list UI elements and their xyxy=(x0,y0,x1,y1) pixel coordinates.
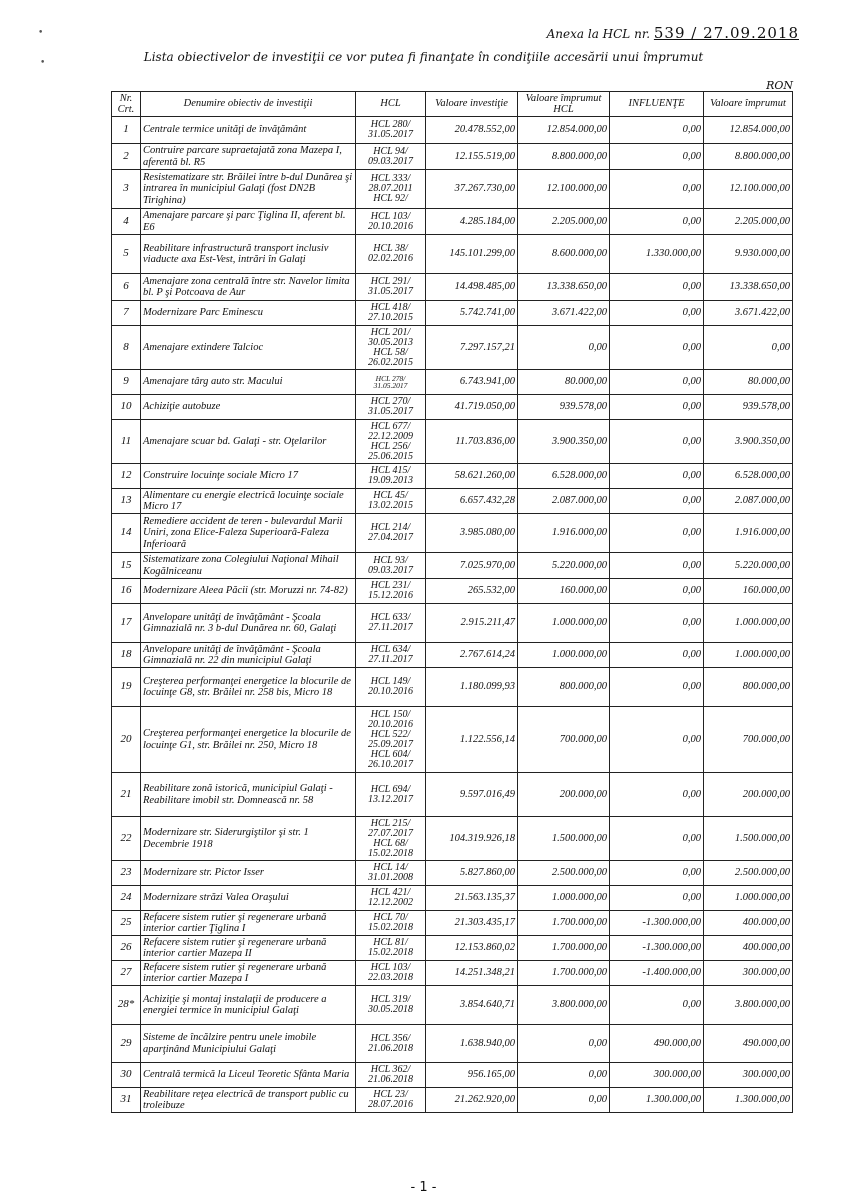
table-row xyxy=(112,464,793,489)
table-row xyxy=(112,209,793,235)
row-loan-value: 3.671.422,00 xyxy=(704,301,793,326)
row-investment-value: 265.532,00 xyxy=(426,579,518,604)
row-loan-value: 800.000,00 xyxy=(704,668,793,707)
row-hcl: HCL 415/ 19.09.2013 xyxy=(356,464,426,489)
annex-prefix: Anexa la HCL nr. xyxy=(546,27,651,41)
row-hcl: HCL 231/ 15.12.2016 xyxy=(356,579,426,604)
row-objective-name: Reabilitare zonă istorică, municipiul Galaţi - Reabilitare imobil str. Domnească nr. 58 xyxy=(141,773,356,817)
row-number: 30 xyxy=(112,1063,141,1088)
row-loan-value: 1.300.000,00 xyxy=(704,1088,793,1113)
row-loan-value: 2.500.000,00 xyxy=(704,861,793,886)
col-header-nr: Nr. Crt. xyxy=(112,92,141,117)
row-number: 15 xyxy=(112,553,141,579)
row-loan-hcl-value: 5.220.000,00 xyxy=(518,553,610,579)
row-loan-value: 160.000,00 xyxy=(704,579,793,604)
row-influence-value: 0,00 xyxy=(610,489,704,514)
row-number: 8 xyxy=(112,326,141,370)
row-hcl: HCL 418/ 27.10.2015 xyxy=(356,301,426,326)
row-objective-name: Achiziţie şi montaj instalaţii de producere a energiei termice în municipiul Galaţi xyxy=(141,986,356,1025)
col-header-hcl: HCL xyxy=(356,92,426,117)
row-investment-value: 41.719.050,00 xyxy=(426,395,518,420)
row-influence-value: 0,00 xyxy=(610,209,704,235)
row-loan-value: 9.930.000,00 xyxy=(704,235,793,274)
row-loan-hcl-value: 700.000,00 xyxy=(518,707,610,773)
row-hcl: HCL 214/ 27.04.2017 xyxy=(356,514,426,553)
col-header-loan-hcl: Valoare împrumut HCL xyxy=(518,92,610,117)
annex-number: 539 / 27.09.2018 xyxy=(653,24,799,42)
row-influence-value: 0,00 xyxy=(610,986,704,1025)
row-number: 31 xyxy=(112,1088,141,1113)
row-hcl: HCL 633/ 27.11.2017 xyxy=(356,604,426,643)
scan-speck: • xyxy=(38,28,44,38)
col-header-investment: Valoare investiţie xyxy=(426,92,518,117)
document-title: Lista obiectivelor de investiţii ce vor putea fi finanţate în condiţiile accesării unui împrumut xyxy=(143,50,704,64)
row-loan-hcl-value: 939.578,00 xyxy=(518,395,610,420)
table-row xyxy=(112,1025,793,1063)
currency-label: RON xyxy=(766,79,793,92)
row-loan-hcl-value: 3.800.000,00 xyxy=(518,986,610,1025)
table-row xyxy=(112,326,793,370)
row-loan-hcl-value: 6.528.000,00 xyxy=(518,464,610,489)
row-hcl: HCL 694/ 13.12.2017 xyxy=(356,773,426,817)
row-influence-value: 0,00 xyxy=(610,274,704,301)
row-number: 18 xyxy=(112,643,141,668)
row-loan-hcl-value: 1.500.000,00 xyxy=(518,817,610,861)
row-loan-hcl-value: 200.000,00 xyxy=(518,773,610,817)
row-number: 6 xyxy=(112,274,141,301)
row-hcl: HCL 333/ 28.07.2011 HCL 92/ xyxy=(356,170,426,209)
row-loan-value: 2.205.000,00 xyxy=(704,209,793,235)
row-objective-name: Centrală termică la Liceul Teoretic Sfânta Maria xyxy=(141,1063,356,1088)
row-loan-value: 490.000,00 xyxy=(704,1025,793,1063)
row-investment-value: 104.319.926,18 xyxy=(426,817,518,861)
row-investment-value: 145.101.299,00 xyxy=(426,235,518,274)
row-investment-value: 21.563.135,37 xyxy=(426,886,518,911)
table-row xyxy=(112,707,793,773)
row-loan-value: 5.220.000,00 xyxy=(704,553,793,579)
row-hcl: HCL 23/ 28.07.2016 xyxy=(356,1088,426,1113)
row-objective-name: Modernizare Aleea Păcii (str. Moruzzi nr. 74-82) xyxy=(141,579,356,604)
row-number: 14 xyxy=(112,514,141,553)
row-hcl: HCL 362/ 21.06.2018 xyxy=(356,1063,426,1088)
row-investment-value: 4.285.184,00 xyxy=(426,209,518,235)
row-number: 16 xyxy=(112,579,141,604)
row-investment-value: 6.657.432,28 xyxy=(426,489,518,514)
row-number: 10 xyxy=(112,395,141,420)
row-investment-value: 12.155.519,00 xyxy=(426,144,518,170)
table-row xyxy=(112,986,793,1025)
row-objective-name: Centrale termice unităţi de învăţământ xyxy=(141,117,356,144)
row-hcl: HCL 94/ 09.03.2017 xyxy=(356,144,426,170)
row-loan-hcl-value: 1.000.000,00 xyxy=(518,886,610,911)
row-loan-value: 6.528.000,00 xyxy=(704,464,793,489)
row-loan-value: 0,00 xyxy=(704,326,793,370)
table-row xyxy=(112,553,793,579)
col-header-loan: Valoare împrumut xyxy=(704,92,793,117)
annex-reference xyxy=(547,24,799,42)
row-number: 29 xyxy=(112,1025,141,1063)
row-objective-name: Creşterea performanţei energetice la blocurile de locuinţe G1, str. Brăilei nr. 250, Micro 18 xyxy=(141,707,356,773)
row-hcl: HCL 149/ 20.10.2016 xyxy=(356,668,426,707)
row-loan-hcl-value: 1.700.000,00 xyxy=(518,961,610,986)
row-hcl: HCL 103/ 20.10.2016 xyxy=(356,209,426,235)
row-objective-name: Reabilitare infrastructură transport inclusiv viaducte axa Est-Vest, intrări în Galaţi xyxy=(141,235,356,274)
row-influence-value: 0,00 xyxy=(610,420,704,464)
row-investment-value: 1.638.940,00 xyxy=(426,1025,518,1063)
table-row xyxy=(112,773,793,817)
row-investment-value: 2.915.211,47 xyxy=(426,604,518,643)
row-influence-value: 0,00 xyxy=(610,144,704,170)
row-number: 24 xyxy=(112,886,141,911)
row-number: 23 xyxy=(112,861,141,886)
row-investment-value: 14.498.485,00 xyxy=(426,274,518,301)
row-objective-name: Modernizare străzi Valea Oraşului xyxy=(141,886,356,911)
col-header-name: Denumire obiectiv de investiţii xyxy=(141,92,356,117)
row-investment-value: 20.478.552,00 xyxy=(426,117,518,144)
row-loan-value: 1.000.000,00 xyxy=(704,886,793,911)
row-objective-name: Reabilitare reţea electrică de transport public cu troleibuze xyxy=(141,1088,356,1113)
row-number: 27 xyxy=(112,961,141,986)
row-objective-name: Contruire parcare supraetajată zona Mazepa I, aferentă bl. R5 xyxy=(141,144,356,170)
row-influence-value: 0,00 xyxy=(610,817,704,861)
page-number: - 1 - xyxy=(410,1180,437,1195)
row-influence-value: -1.300.000,00 xyxy=(610,911,704,936)
row-objective-name: Anvelopare unităţi de învăţământ - Şcoala Gimnazială nr. 22 din municipiul Galaţi xyxy=(141,643,356,668)
table-row xyxy=(112,579,793,604)
row-number: 26 xyxy=(112,936,141,961)
row-number: 20 xyxy=(112,707,141,773)
row-hcl: HCL 356/ 21.06.2018 xyxy=(356,1025,426,1063)
row-influence-value: 0,00 xyxy=(610,117,704,144)
table-row xyxy=(112,817,793,861)
row-influence-value: 0,00 xyxy=(610,604,704,643)
investment-table xyxy=(111,91,793,1113)
row-loan-value: 1.000.000,00 xyxy=(704,643,793,668)
row-hcl: HCL 280/ 31.05.2017 xyxy=(356,117,426,144)
row-objective-name: Resistematizare str. Brăilei între b-dul Dunărea şi intrarea în municipiul Galaţi (fost DN2B Tirighina) xyxy=(141,170,356,209)
row-loan-value: 200.000,00 xyxy=(704,773,793,817)
row-investment-value: 21.303.435,17 xyxy=(426,911,518,936)
row-loan-hcl-value: 8.600.000,00 xyxy=(518,235,610,274)
row-number: 21 xyxy=(112,773,141,817)
row-investment-value: 5.827.860,00 xyxy=(426,861,518,886)
row-influence-value: 0,00 xyxy=(610,170,704,209)
row-influence-value: 0,00 xyxy=(610,326,704,370)
row-number: 22 xyxy=(112,817,141,861)
row-influence-value: 0,00 xyxy=(610,886,704,911)
row-loan-hcl-value: 0,00 xyxy=(518,1063,610,1088)
row-hcl: HCL 677/ 22.12.2009 HCL 256/ 25.06.2015 xyxy=(356,420,426,464)
row-influence-value: 1.330.000,00 xyxy=(610,235,704,274)
table-row xyxy=(112,301,793,326)
row-loan-hcl-value: 2.087.000,00 xyxy=(518,489,610,514)
table-row xyxy=(112,1063,793,1088)
row-investment-value: 7.297.157,21 xyxy=(426,326,518,370)
row-loan-value: 1.916.000,00 xyxy=(704,514,793,553)
row-influence-value: 0,00 xyxy=(610,643,704,668)
row-loan-hcl-value: 8.800.000,00 xyxy=(518,144,610,170)
row-objective-name: Sisteme de încălzire pentru unele imobile aparţinând Municipiului Galaţi xyxy=(141,1025,356,1063)
row-investment-value: 956.165,00 xyxy=(426,1063,518,1088)
row-objective-name: Amenajare zona centrală între str. Navelor limita bl. P şi Potcoava de Aur xyxy=(141,274,356,301)
table-row xyxy=(112,420,793,464)
row-loan-hcl-value: 0,00 xyxy=(518,1088,610,1113)
row-loan-hcl-value: 3.671.422,00 xyxy=(518,301,610,326)
row-number: 25 xyxy=(112,911,141,936)
row-influence-value: 0,00 xyxy=(610,301,704,326)
table-row xyxy=(112,144,793,170)
row-loan-value: 700.000,00 xyxy=(704,707,793,773)
row-hcl: HCL 291/ 31.05.2017 xyxy=(356,274,426,301)
row-investment-value: 1.122.556,14 xyxy=(426,707,518,773)
row-influence-value: 0,00 xyxy=(610,553,704,579)
row-loan-hcl-value: 160.000,00 xyxy=(518,579,610,604)
row-hcl: HCL 278/ 31.05.2017 xyxy=(356,370,426,395)
row-investment-value: 7.025.970,00 xyxy=(426,553,518,579)
row-influence-value: 1.300.000,00 xyxy=(610,1088,704,1113)
row-loan-hcl-value: 1.000.000,00 xyxy=(518,643,610,668)
row-investment-value: 14.251.348,21 xyxy=(426,961,518,986)
row-loan-value: 1.000.000,00 xyxy=(704,604,793,643)
row-number: 3 xyxy=(112,170,141,209)
row-loan-value: 8.800.000,00 xyxy=(704,144,793,170)
row-objective-name: Amenajare parcare şi parc Ţiglina II, aferent bl. E6 xyxy=(141,209,356,235)
row-investment-value: 1.180.099,93 xyxy=(426,668,518,707)
table-row xyxy=(112,274,793,301)
row-loan-value: 400.000,00 xyxy=(704,911,793,936)
row-loan-hcl-value: 1.916.000,00 xyxy=(518,514,610,553)
row-hcl: HCL 215/ 27.07.2017 HCL 68/ 15.02.2018 xyxy=(356,817,426,861)
row-hcl: HCL 201/ 30.05.2013 HCL 58/ 26.02.2015 xyxy=(356,326,426,370)
row-loan-hcl-value: 800.000,00 xyxy=(518,668,610,707)
row-influence-value: 0,00 xyxy=(610,395,704,420)
row-objective-name: Amenajare scuar bd. Galaţi - str. Oţelarilor xyxy=(141,420,356,464)
row-loan-value: 80.000,00 xyxy=(704,370,793,395)
table-row xyxy=(112,395,793,420)
table-row xyxy=(112,117,793,144)
row-number: 7 xyxy=(112,301,141,326)
table-row xyxy=(112,604,793,643)
row-loan-hcl-value: 3.900.350,00 xyxy=(518,420,610,464)
row-investment-value: 5.742.741,00 xyxy=(426,301,518,326)
row-objective-name: Creşterea performanţei energetice la blocurile de locuinţe G8, str. Brăilei nr. 258 bis, Micro 18 xyxy=(141,668,356,707)
row-investment-value: 12.153.860,02 xyxy=(426,936,518,961)
row-number: 1 xyxy=(112,117,141,144)
row-number: 2 xyxy=(112,144,141,170)
row-objective-name: Refacere sistem rutier şi regenerare urbană interior cartier Mazepa II xyxy=(141,936,356,961)
row-loan-value: 3.800.000,00 xyxy=(704,986,793,1025)
row-loan-value: 3.900.350,00 xyxy=(704,420,793,464)
row-influence-value: 490.000,00 xyxy=(610,1025,704,1063)
row-influence-value: 0,00 xyxy=(610,668,704,707)
row-objective-name: Refacere sistem rutier şi regenerare urbană interior cartier Mazepa I xyxy=(141,961,356,986)
table-row xyxy=(112,170,793,209)
table-row xyxy=(112,861,793,886)
row-hcl: HCL 150/ 20.10.2016 HCL 522/ 25.09.2017 HCL 604/ 26.10.2017 xyxy=(356,707,426,773)
row-loan-hcl-value: 0,00 xyxy=(518,326,610,370)
row-hcl: HCL 421/ 12.12.2002 xyxy=(356,886,426,911)
row-hcl: HCL 38/ 02.02.2016 xyxy=(356,235,426,274)
row-objective-name: Refacere sistem rutier şi regenerare urbană interior cartier Ţiglina I xyxy=(141,911,356,936)
row-hcl: HCL 634/ 27.11.2017 xyxy=(356,643,426,668)
row-loan-value: 1.500.000,00 xyxy=(704,817,793,861)
row-investment-value: 3.854.640,71 xyxy=(426,986,518,1025)
row-influence-value: -1.300.000,00 xyxy=(610,936,704,961)
row-influence-value: 0,00 xyxy=(610,861,704,886)
row-objective-name: Modernizare str. Siderurgiştilor şi str. 1 Decembrie 1918 xyxy=(141,817,356,861)
row-influence-value: 0,00 xyxy=(610,773,704,817)
table-row xyxy=(112,643,793,668)
row-loan-hcl-value: 2.205.000,00 xyxy=(518,209,610,235)
row-investment-value: 11.703.836,00 xyxy=(426,420,518,464)
row-objective-name: Amenajare extindere Talcioc xyxy=(141,326,356,370)
row-loan-hcl-value: 12.854.000,00 xyxy=(518,117,610,144)
row-loan-hcl-value: 12.100.000,00 xyxy=(518,170,610,209)
table-row xyxy=(112,911,793,936)
col-header-influence: INFLUENŢE xyxy=(610,92,704,117)
row-hcl: HCL 270/ 31.05.2017 xyxy=(356,395,426,420)
row-investment-value: 6.743.941,00 xyxy=(426,370,518,395)
row-number: 12 xyxy=(112,464,141,489)
row-objective-name: Achiziţie autobuze xyxy=(141,395,356,420)
row-loan-hcl-value: 13.338.650,00 xyxy=(518,274,610,301)
row-investment-value: 37.267.730,00 xyxy=(426,170,518,209)
row-influence-value: 0,00 xyxy=(610,464,704,489)
row-loan-hcl-value: 80.000,00 xyxy=(518,370,610,395)
table-row xyxy=(112,489,793,514)
row-loan-value: 12.854.000,00 xyxy=(704,117,793,144)
row-objective-name: Sistematizare zona Colegiului Naţional Mihail Kogălniceanu xyxy=(141,553,356,579)
row-influence-value: 0,00 xyxy=(610,514,704,553)
row-objective-name: Remediere accident de teren - bulevardul Marii Uniri, zona Elice-Faleza Superioară-Faleza Inferioară xyxy=(141,514,356,553)
row-hcl: HCL 81/ 15.02.2018 xyxy=(356,936,426,961)
row-influence-value: -1.400.000,00 xyxy=(610,961,704,986)
row-influence-value: 0,00 xyxy=(610,579,704,604)
row-number: 5 xyxy=(112,235,141,274)
row-hcl: HCL 14/ 31.01.2008 xyxy=(356,861,426,886)
row-loan-value: 12.100.000,00 xyxy=(704,170,793,209)
row-investment-value: 9.597.016,49 xyxy=(426,773,518,817)
table-row xyxy=(112,936,793,961)
row-loan-value: 13.338.650,00 xyxy=(704,274,793,301)
row-investment-value: 2.767.614,24 xyxy=(426,643,518,668)
row-objective-name: Alimentare cu energie electrică locuinţe sociale Micro 17 xyxy=(141,489,356,514)
row-number: 9 xyxy=(112,370,141,395)
row-hcl: HCL 103/ 22.03.2018 xyxy=(356,961,426,986)
row-objective-name: Anvelopare unităţi de învăţământ - Şcoala Gimnazială nr. 3 b-dul Dunărea nr. 60, Galaţi xyxy=(141,604,356,643)
row-number: 13 xyxy=(112,489,141,514)
row-number: 28* xyxy=(112,986,141,1025)
row-objective-name: Amenajare târg auto str. Macului xyxy=(141,370,356,395)
row-loan-value: 939.578,00 xyxy=(704,395,793,420)
row-loan-hcl-value: 1.000.000,00 xyxy=(518,604,610,643)
row-hcl: HCL 319/ 30.05.2018 xyxy=(356,986,426,1025)
row-influence-value: 300.000,00 xyxy=(610,1063,704,1088)
row-loan-value: 2.087.000,00 xyxy=(704,489,793,514)
table-header-row xyxy=(112,92,793,117)
row-investment-value: 58.621.260,00 xyxy=(426,464,518,489)
row-loan-hcl-value: 2.500.000,00 xyxy=(518,861,610,886)
scan-speck: • xyxy=(40,58,46,68)
row-objective-name: Modernizare Parc Eminescu xyxy=(141,301,356,326)
row-investment-value: 21.262.920,00 xyxy=(426,1088,518,1113)
row-loan-value: 300.000,00 xyxy=(704,1063,793,1088)
row-loan-value: 400.000,00 xyxy=(704,936,793,961)
table-row xyxy=(112,668,793,707)
row-number: 4 xyxy=(112,209,141,235)
table-row xyxy=(112,1088,793,1113)
row-investment-value: 3.985.080,00 xyxy=(426,514,518,553)
table-row xyxy=(112,370,793,395)
table-row xyxy=(112,514,793,553)
table-row xyxy=(112,961,793,986)
row-number: 11 xyxy=(112,420,141,464)
table-row xyxy=(112,235,793,274)
row-loan-hcl-value: 0,00 xyxy=(518,1025,610,1063)
row-influence-value: 0,00 xyxy=(610,707,704,773)
row-hcl: HCL 70/ 15.02.2018 xyxy=(356,911,426,936)
row-loan-value: 300.000,00 xyxy=(704,961,793,986)
row-hcl: HCL 93/ 09.03.2017 xyxy=(356,553,426,579)
row-influence-value: 0,00 xyxy=(610,370,704,395)
table-row xyxy=(112,886,793,911)
row-number: 17 xyxy=(112,604,141,643)
row-objective-name: Construire locuinţe sociale Micro 17 xyxy=(141,464,356,489)
row-loan-hcl-value: 1.700.000,00 xyxy=(518,936,610,961)
row-loan-hcl-value: 1.700.000,00 xyxy=(518,911,610,936)
row-objective-name: Modernizare str. Pictor Isser xyxy=(141,861,356,886)
row-number: 19 xyxy=(112,668,141,707)
row-hcl: HCL 45/ 13.02.2015 xyxy=(356,489,426,514)
